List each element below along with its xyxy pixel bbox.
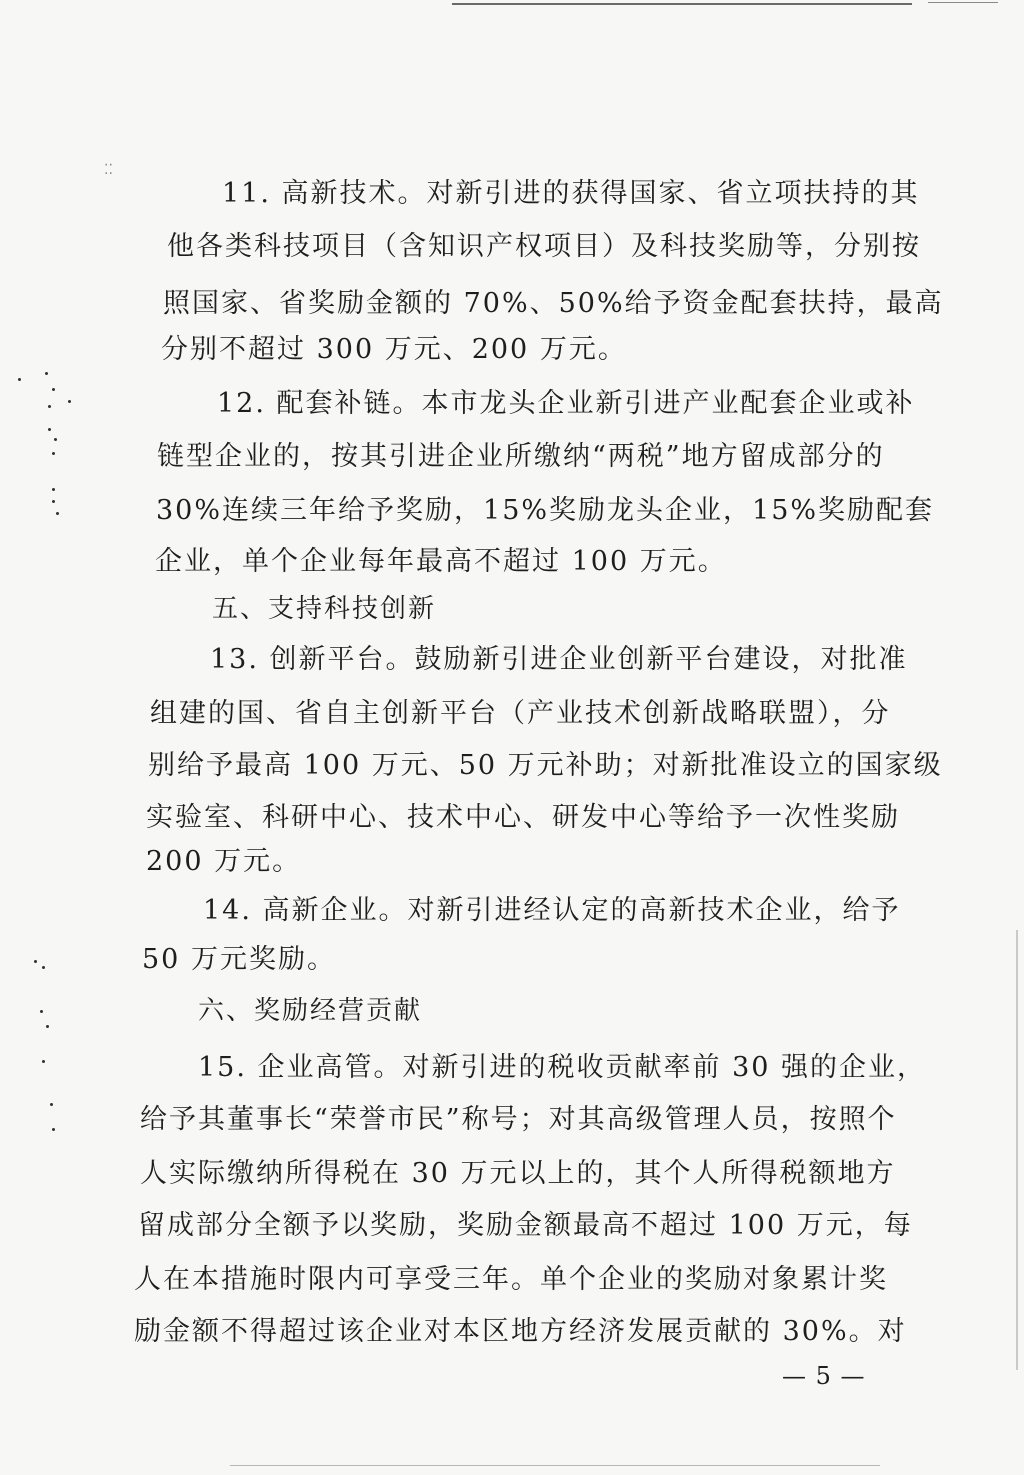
section-heading-6: 六、奖励经营贡献 — [198, 996, 423, 1026]
scan-rule-top-right — [928, 2, 998, 3]
text-line: 链型企业的，按其引进企业所缴纳“两税”地方留成部分的 — [157, 441, 885, 472]
scan-mark: ⁚⁚ — [104, 162, 113, 178]
text-line: 照国家、省奖励金额的 70%、50%给予资金配套扶持，最高 — [163, 288, 944, 319]
text-line: 15. 企业高管。对新引进的税收贡献率前 30 强的企业， — [198, 1052, 927, 1083]
text-line: 分别不超过 300 万元、200 万元。 — [161, 334, 627, 365]
section-heading-5: 五、支持科技创新 — [212, 594, 437, 624]
text-line: 14. 高新企业。对新引进经认定的高新技术企业，给予 — [203, 895, 901, 926]
text-line: 组建的国、省自主创新平台（产业技术创新战略联盟），分 — [150, 698, 891, 729]
text-line: 他各类科技项目（含知识产权项目）及科技奖励等，分别按 — [167, 231, 921, 262]
text-line: 50 万元奖励。 — [142, 944, 336, 975]
text-line: 13. 创新平台。鼓励新引进企业创新平台建设，对批准 — [210, 644, 908, 675]
text-line: 给予其董事长“荣誉市民”称号；对其高级管理人员，按照个 — [140, 1104, 897, 1135]
text-line: 励金额不得超过该企业对本区地方经济发展贡献的 30%。对 — [134, 1316, 907, 1347]
text-line: 别给予最高 100 万元、50 万元补助；对新批准设立的国家级 — [148, 750, 943, 781]
scan-rule-bottom — [230, 1465, 880, 1466]
text-line: 12. 配套补链。本市龙头企业新引进产业配套企业或补 — [217, 388, 915, 419]
text-line: 企业，单个企业每年最高不超过 100 万元。 — [155, 546, 727, 577]
scan-rule-top — [452, 3, 912, 5]
text-line: 实验室、科研中心、技术中心、研发中心等给予一次性奖励 — [146, 802, 900, 833]
text-line: 200 万元。 — [146, 846, 302, 877]
text-line: 人在本措施时限内可享受三年。单个企业的奖励对象累计奖 — [134, 1264, 888, 1295]
text-line: 11. 高新技术。对新引进的获得国家、省立项扶持的其 — [222, 178, 920, 209]
text-line: 留成部分全额予以奖励，奖励金额最高不超过 100 万元，每 — [138, 1210, 913, 1241]
text-line: 30%连续三年给予奖励，15%奖励龙头企业，15%奖励配套 — [156, 495, 935, 526]
text-line: 人实际缴纳所得税在 30 万元以上的，其个人所得税额地方 — [140, 1158, 896, 1189]
page-number: — 5 — — [782, 1362, 866, 1390]
scan-rule-right — [1016, 930, 1018, 1370]
